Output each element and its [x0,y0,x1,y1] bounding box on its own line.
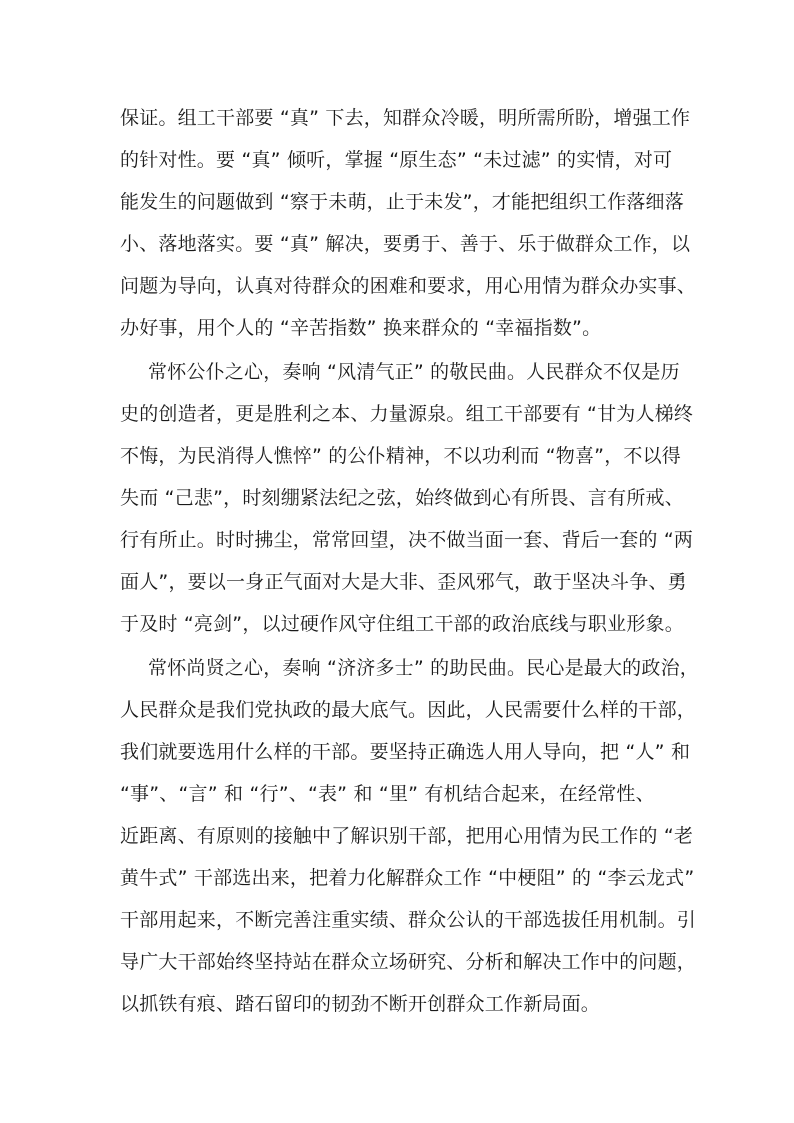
paragraph-3-line-9: 以抓铁有痕、踏石留印的韧劲不断开创群众工作新局面。 [120,993,601,1015]
paragraph-2-line-3: 不悔，为民消得人憔悴” 的公仆精神，不以功利而 “物喜”，不以得 [120,445,682,467]
paragraph-1-line-3: 能发生的问题做到 “察于未萌，止于未发”，才能把组织工作落细落 [120,191,684,213]
paragraph-2-line-2: 史的创造者，更是胜利之本、力量源泉。组工干部要有 “甘为人梯终 [120,403,694,425]
paragraph-1-line-1: 保证。组工干部要 “真” 下去，知群众冷暖，明所需所盼，增强工作 [120,107,691,129]
paragraph-2-line-1: 常怀公仆之心，奏响 “风清气正” 的敬民曲。人民群众不仅是历 [148,361,680,383]
paragraph-2-line-6: 面人”，要以一身正气面对大是大非、歪风邪气，敢于坚决斗争、勇 [120,571,687,593]
paragraph-3-line-3: 我们就要选用什么样的干部。要坚持正确选人用人导向，把 “人” 和 [120,741,691,763]
paragraph-3-line-5: 近距离、有原则的接触中了解识别干部，把用心用情为民工作的 “老 [120,825,694,847]
paragraph-2-line-7: 于及时 “亮剑”，以过硬作风守住组工干部的政治底线与职业形象。 [120,613,684,635]
paragraph-3-line-1: 常怀尚贤之心，奏响 “济济多士” 的助民曲。民心是最大的政治， [148,657,699,679]
paragraph-1-line-5: 问题为导向，认真对待群众的困难和要求，用心用情为群众办实事、 [120,275,697,297]
paragraph-1-line-2: 的针对性。要 “真” 倾听，掌握 “原生态” “未过滤” 的实情，对可 [120,149,673,171]
paragraph-3-line-2: 人民群众是我们党执政的最大底气。因此，人民需要什么样的干部， [120,699,697,721]
paragraph-1-line-4: 小、落地落实。要 “真” 解决，要勇于、善于、乐于做群众工作，以 [120,233,691,255]
paragraph-3-line-6: 黄牛式” 干部选出来，把着力化解群众工作 “中梗阻” 的 “李云龙式” [120,867,695,889]
paragraph-1-line-6: 办好事，用个人的 “辛苦指数” 换来群众的 “幸福指数”。 [120,317,602,339]
paragraph-3-line-4: “事”、“言” 和 “行”、“表” 和 “里” 有机结合起来，在经常性、 [120,783,655,805]
paragraph-3-line-7: 干部用起来，不断完善注重实绩、群众公认的干部选拔任用机制。引 [120,909,697,931]
paragraph-2-line-4: 失而 “己悲”，时刻绷紧法纪之弦，始终做到心有所畏、言有所戒、 [120,487,684,509]
paragraph-3-line-8: 导广大干部始终坚持站在群众立场研究、分析和解决工作中的问题， [120,951,697,973]
paragraph-2-line-5: 行有所止。时时拂尘，常常回望，决不做当面一套、背后一套的 “两 [120,529,694,551]
